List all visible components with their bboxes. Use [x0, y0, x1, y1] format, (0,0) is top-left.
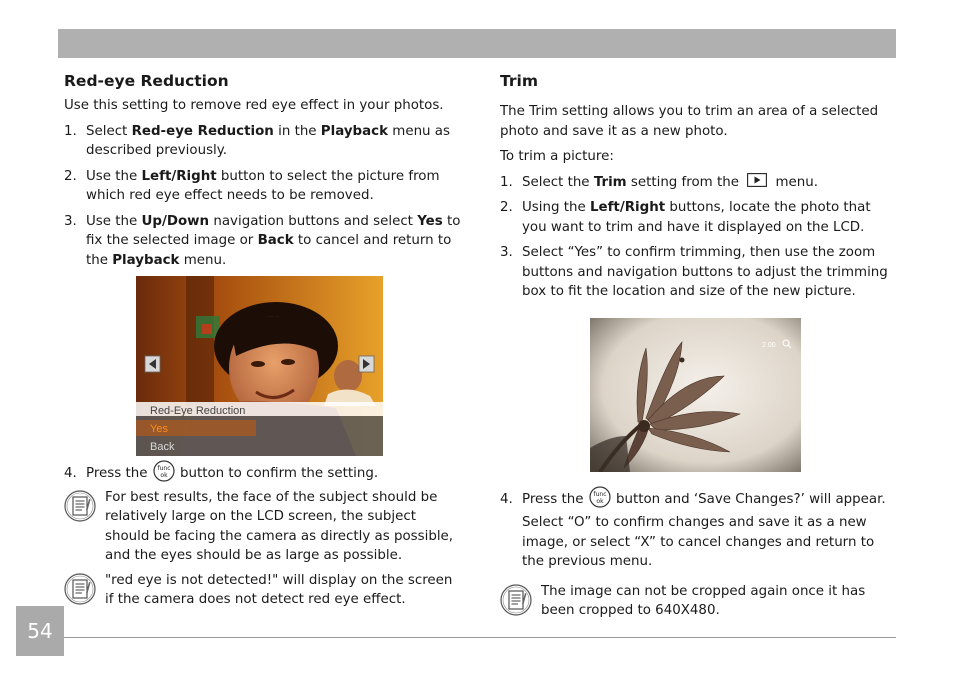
step-2: 2. Use the Left/Right button to select the picture from which red eye effect needs to be removed.: [64, 168, 440, 203]
trim-step-4: 4. Press the func ok button and ‘Save Changes?’ will appear. Select “O” to confirm changes and save it as a new image, or select “X” to cancel changes and return to the previous menu.: [500, 490, 896, 572]
steps-list-cont: [64, 464, 462, 484]
func-ok-button-icon: [589, 486, 611, 508]
zoom-readout: 2.00: [762, 341, 776, 349]
note-best-results: For best results, the face of the subject should be relatively large on the LCD screen, the subject should be facing the camera as directly as possible, and the eyes should be as large as possible.: [64, 488, 462, 566]
footer-divider: [64, 637, 896, 638]
step-1: 1. Select Red-eye Reduction in the Playback menu as described previously.: [64, 123, 450, 158]
screen-menu-yes: Yes: [150, 423, 168, 435]
step-3: 3. Use the Up/Down navigation buttons and select Yes to fix the selected image or Back to cancel and return to the Playback menu.: [64, 213, 461, 268]
notepad-icon: [500, 584, 532, 616]
steps-list: [64, 122, 462, 271]
screen-menu-back: Back: [150, 441, 175, 453]
svg-text:func: func: [157, 465, 171, 472]
page-number: 54: [16, 606, 64, 656]
red-eye-lcd-screen: [136, 276, 383, 456]
screen-menu-title: Red-Eye Reduction: [150, 405, 246, 417]
svg-text:ok: ok: [160, 472, 168, 479]
section-intro: Use this setting to remove red eye effect in your photos.: [64, 98, 444, 113]
trim-step-2: 2. Using the Left/Right buttons, locate the photo that you want to trim and have it displayed on the LCD.: [500, 200, 871, 235]
playback-icon: [747, 173, 767, 187]
step-4: 4. Press the func ok button to confirm the setting.: [64, 464, 462, 484]
red-eye-section: [64, 70, 462, 615]
note-crop-limit: The image can not be cropped again once it has been cropped to 640X480.: [500, 582, 896, 621]
trim-step-3: 3. Select “Yes” to confirm trimming, then use the zoom buttons and navigation buttons to adjust the trimming box to fit the location and size of the new picture.: [500, 245, 888, 299]
trim-step-1: 1. Select the Trim setting from the menu.: [500, 174, 818, 190]
header-bar: [58, 29, 896, 58]
section-intro: The Trim setting allows you to trim an area of a selected photo and save it as a new photo.: [500, 104, 879, 139]
trim-steps-list-cont: [500, 490, 896, 572]
section-heading: Red-eye Reduction: [64, 72, 229, 90]
trim-section: [500, 70, 896, 626]
svg-text:func: func: [593, 490, 607, 498]
trim-steps-list: [500, 173, 896, 302]
trim-lcd-screen: [590, 318, 801, 472]
notepad-icon: [64, 490, 96, 522]
note-red-eye-not-detected: "red eye is not detected!" will display on the screen if the camera does not detect red eye effect.: [64, 571, 462, 610]
svg-text:ok: ok: [596, 497, 604, 505]
notepad-icon: [64, 573, 96, 605]
to-trim-label: To trim a picture:: [500, 149, 614, 164]
func-ok-button-icon: [153, 460, 175, 482]
section-heading: Trim: [500, 72, 538, 90]
